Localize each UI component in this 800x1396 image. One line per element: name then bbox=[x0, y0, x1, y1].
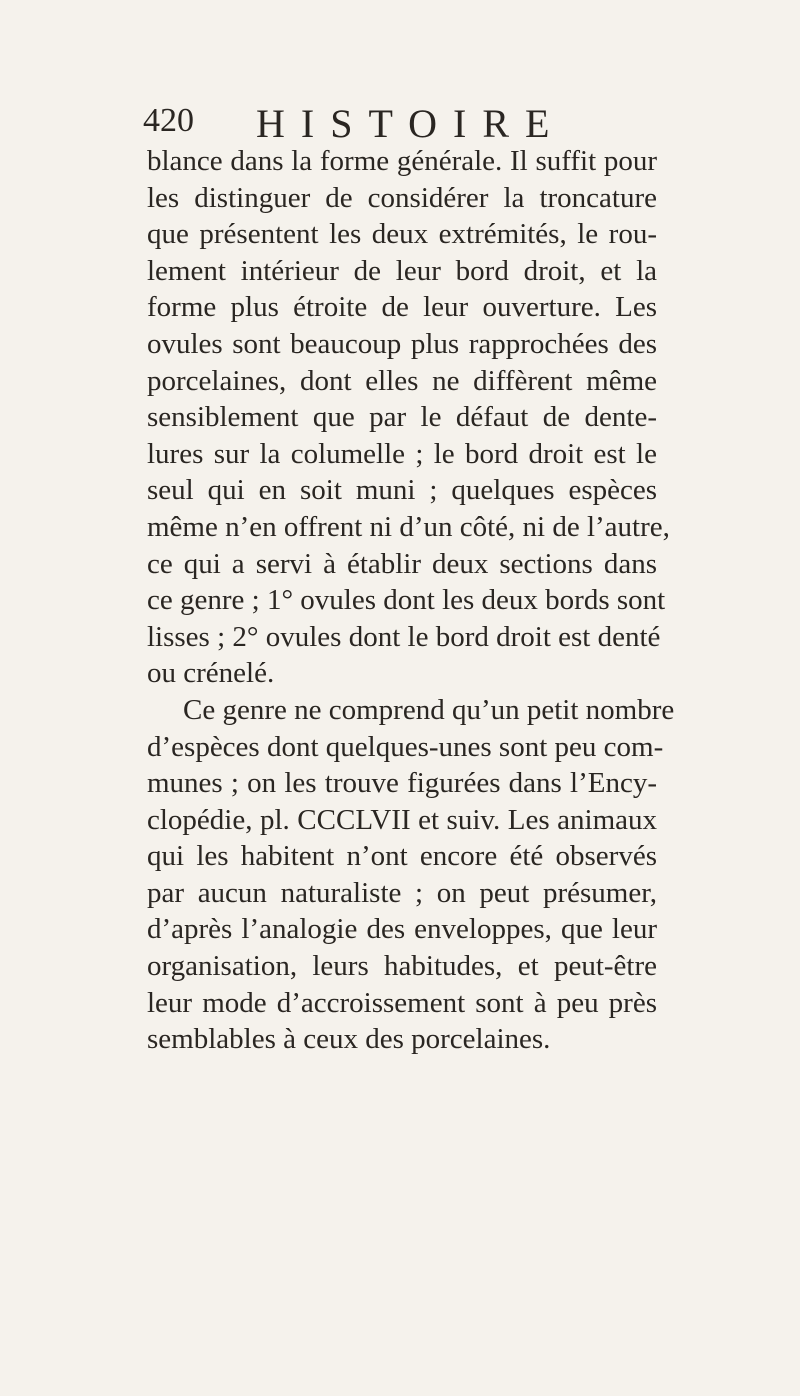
text-line: munes ; on les trouve figurées dans l’Ency- bbox=[147, 767, 657, 800]
text-line: leur mode d’accroissement sont à peu près bbox=[147, 986, 657, 1019]
text-line: ce genre ; 1° ovules dont les deux bords sont bbox=[147, 584, 666, 617]
body-text bbox=[147, 143, 675, 1058]
text-line: seul qui en soit muni ; quelques espèces bbox=[147, 474, 657, 507]
text-line: Ce genre ne comprend qu’un petit nombre bbox=[183, 693, 675, 726]
page-number: 420 bbox=[143, 102, 194, 139]
text-line: que présentent les deux extrémités, le rou- bbox=[147, 218, 657, 251]
text-line: forme plus étroite de leur ouverture. Les bbox=[147, 291, 657, 324]
text-line: lement intérieur de leur bord droit, et la bbox=[147, 254, 657, 287]
text-line: les distinguer de considérer la troncature bbox=[147, 181, 657, 214]
text-line: sensiblement que par le défaut de dente- bbox=[147, 401, 657, 434]
text-line: ovules sont beaucoup plus rapprochées des bbox=[147, 327, 657, 360]
text-line: clopédie, pl. CCCLVII et suiv. Les animaux bbox=[147, 803, 657, 836]
text-line: porcelaines, dont elles ne diffèrent même bbox=[147, 364, 657, 397]
text-line: blance dans la forme générale. Il suffit pour bbox=[147, 145, 657, 177]
text-line: qui les habitent n’ont encore été observés bbox=[147, 840, 657, 873]
text-line: par aucun naturaliste ; on peut présumer, bbox=[147, 876, 657, 909]
text-line: lures sur la columelle ; le bord droit est le bbox=[147, 437, 657, 470]
text-line: même n’en offrent ni d’un côté, ni de l’autre, bbox=[147, 510, 670, 543]
text-line: d’après l’analogie des enveloppes, que leur bbox=[147, 913, 657, 946]
text-line: semblables à ceux des porcelaines. bbox=[147, 1023, 551, 1056]
text-line: organisation, leurs habitudes, et peut-être bbox=[147, 950, 657, 983]
running-title: HISTOIRE bbox=[256, 101, 566, 146]
text-line: d’espèces dont quelques-unes sont peu com- bbox=[147, 730, 664, 763]
text-line: lisses ; 2° ovules dont le bord droit est denté bbox=[147, 620, 661, 653]
text-line: ou crénelé. bbox=[147, 657, 275, 690]
text-line: ce qui a servi à établir deux sections dans bbox=[147, 547, 657, 580]
